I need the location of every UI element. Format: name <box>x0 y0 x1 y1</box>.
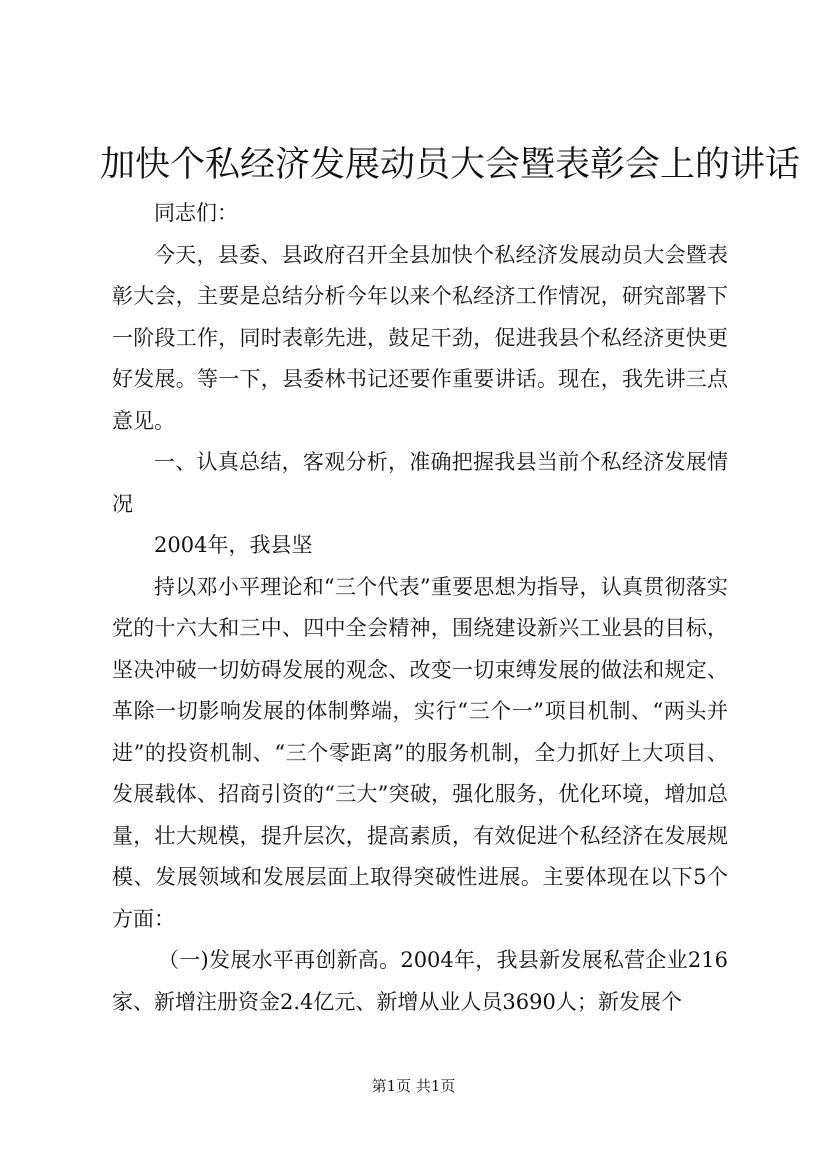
paragraph-guidance: 持以邓小平理论和“三个代表”重要思想为指导，认真贯彻落实党的十六大和三中、四中全会精神，围绕建设新兴工业县的目标，坚决冲破一切妨碍发展的观念、改变一切束缚发展的做法和规定、革除一切影响发展的体制弊端，实行“三个一”项目机制、“两头并进”的投资机制、“三个零距离”的服务机制，全力抓好上大项目、发展载体、招商引资的“三大”突破，强化服务，优化环境，增加总量，壮大规模，提升层次，提高素质，有效促进个私经济在发展规模、发展领域和发展层面上取得突破性进展。主要体现在以下5个方面： <box>112 574 728 931</box>
paragraph-subsection-one: （一)发展水平再创新高。2004年，我县新发展私营企业216家、新增注册资金2.4亿元、新增从业人员3690人；新发展个 <box>112 948 728 1014</box>
document-body <box>112 193 728 1023</box>
salutation: 同志们： <box>154 201 238 225</box>
page-number: 第1页 共1页 <box>371 1077 456 1095</box>
section-heading-one: 一、认真总结，客观分析，准确把握我县当前个私经济发展情况 <box>112 450 728 516</box>
paragraph-intro: 今天，县委、县政府召开全县加快个私经济发展动员大会暨表彰大会，主要是总结分析今年以来个私经济工作情况，研究部署下一阶段工作，同时表彰先进，鼓足干劲，促进我县个私经济更快更好发展。等一下，县委林书记还要作重要讲话。现在，我先讲三点意见。 <box>112 242 728 433</box>
document-title: 加快个私经济发展动员大会暨表彰会上的讲话 <box>100 145 801 185</box>
paragraph-year-start: 2004年，我县坚 <box>154 533 313 557</box>
